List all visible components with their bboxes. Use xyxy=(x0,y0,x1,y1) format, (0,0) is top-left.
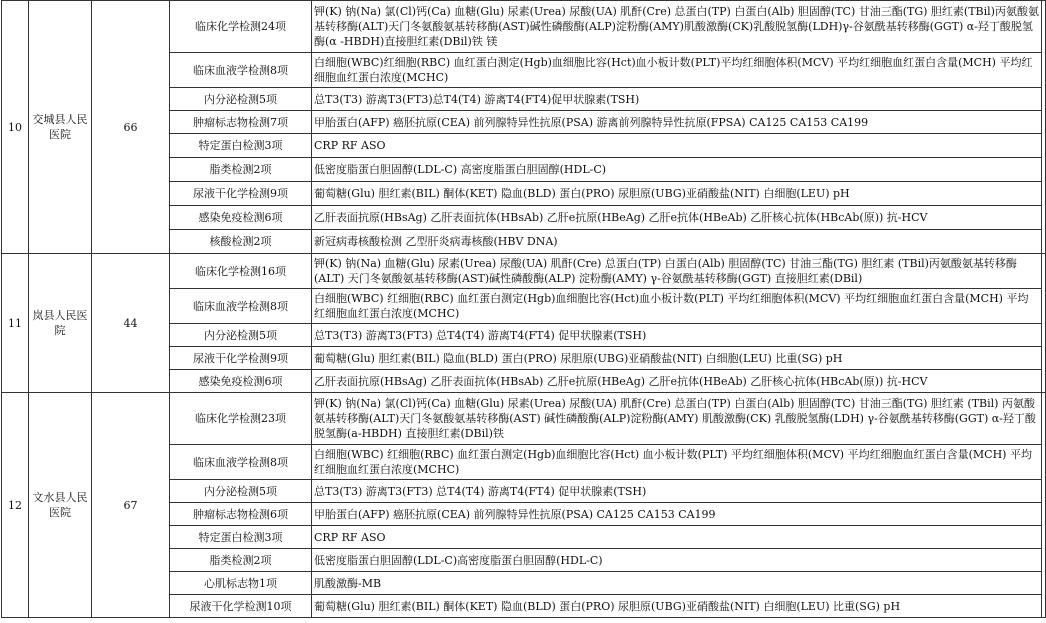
edge-cell xyxy=(1042,393,1046,618)
test-category: 脂类检测2项 xyxy=(170,549,312,572)
test-category: 尿液干化学检测10项 xyxy=(170,595,312,618)
test-category: 感染免疫检测6项 xyxy=(170,370,312,393)
test-items: 甲胎蛋白(AFP) 癌胚抗原(CEA) 前列腺特异性抗原(PSA) 游离前列腺特异性抗原(FPSA) CA125 CA153 CA199 xyxy=(312,111,1042,134)
test-items: 低密度脂蛋白胆固醇(LDL-C) 高密度脂蛋白胆固醇(HDL-C) xyxy=(312,158,1042,182)
edge-cell xyxy=(1042,254,1046,393)
test-category: 临床化学检测23项 xyxy=(170,393,312,445)
test-items: 葡萄糖(Glu) 胆红素(BIL) 隐血(BLD) 蛋白(PRO) 尿胆原(UBG)亚硝酸盐(NIT) 白细胞(LEU) 比重(SG) pH xyxy=(312,347,1042,370)
test-category: 临床化学检测24项 xyxy=(170,1,312,53)
test-category: 临床血液学检测8项 xyxy=(170,289,312,324)
table-body xyxy=(2,1,1046,618)
test-items: 钾(K) 钠(Na) 血糖(Glu) 尿素(Urea) 尿酸(UA) 肌酐(Cre) 总蛋白(TP) 白蛋白(Alb) 胆固醇(TC) 甘油三酯(TG) 胆红素 (TBil)丙氨酸氨基转移酶(ALT) 天门冬氨酸氨基转移酶(AST)碱性磷酸酶(ALP) 淀粉酶(AMY) γ-谷氨酰基转移酶(GGT) 直接胆红素(DBil) xyxy=(312,254,1042,289)
test-items: CRP RF ASO xyxy=(312,526,1042,549)
test-count: 67 xyxy=(92,393,170,618)
table-row xyxy=(2,1,1046,53)
test-items: 葡萄糖(Glu) 胆红素(BIL) 酮体(KET) 隐血(BLD) 蛋白(PRO) 尿胆原(UBG)亚硝酸盐(NIT) 白细胞(LEU) pH xyxy=(312,182,1042,206)
hospital-number: 10 xyxy=(2,1,29,254)
test-category: 特定蛋白检测3项 xyxy=(170,134,312,158)
test-category: 肿瘤标志物检测7项 xyxy=(170,111,312,134)
test-items: 甲胎蛋白(AFP) 癌胚抗原(CEA) 前列腺特异性抗原(PSA) CA125 CA153 CA199 xyxy=(312,503,1042,526)
test-items: 新冠病毒核酸检测 乙型肝炎病毒核酸(HBV DNA) xyxy=(312,230,1042,254)
test-items: 低密度脂蛋白胆固醇(LDL-C)高密度脂蛋白胆固醇(HDL-C) xyxy=(312,549,1042,572)
test-category: 尿液干化学检测9项 xyxy=(170,347,312,370)
test-items: 钾(K) 钠(Na) 氯(Cl)钙(Ca) 血糖(Glu) 尿素(Urea) 尿酸(UA) 肌酐(Cre) 总蛋白(TP) 白蛋白(Alb) 胆固醇(TC) 甘油三酯(TG) 胆红素 (TBil) 丙氨酸氨基转移酶(ALT)天门冬氨酸氨基转移酶(AST) 碱性磷酸酶(ALP)淀粉酶(AMY) 肌酸激酶(CK) 乳酸脱氢酶(LDH) γ-谷氨酰基转移酶(GGT) α-羟丁酸脱氢酶(a-HBDH) 直接胆红素(DBil)铁 xyxy=(312,393,1042,445)
test-items: 总T3(T3) 游离T3(FT3)总T4(T4) 游离T4(FT4)促甲状腺素(TSH) xyxy=(312,88,1042,111)
test-items: 总T3(T3) 游离T3(FT3) 总T4(T4) 游离T4(FT4) 促甲状腺素(TSH) xyxy=(312,480,1042,503)
test-items: 肌酸激酶-MB xyxy=(312,572,1042,595)
test-items: 总T3(T3) 游离T3(FT3) 总T4(T4) 游离T4(FT4) 促甲状腺素(TSH) xyxy=(312,324,1042,347)
test-category: 脂类检测2项 xyxy=(170,158,312,182)
hospital-name: 交城县人民医院 xyxy=(29,1,92,254)
hospital-number: 12 xyxy=(2,393,29,618)
test-count: 66 xyxy=(92,1,170,254)
test-category: 临床化学检测16项 xyxy=(170,254,312,289)
test-items: CRP RF ASO xyxy=(312,134,1042,158)
table-row xyxy=(2,254,1046,289)
test-items: 葡萄糖(Glu) 胆红素(BIL) 酮体(KET) 隐血(BLD) 蛋白(PRO) 尿胆原(UBG)亚硝酸盐(NIT) 白细胞(LEU) 比重(SG) pH xyxy=(312,595,1042,618)
test-category: 内分泌检测5项 xyxy=(170,324,312,347)
table-row xyxy=(2,393,1046,445)
hospital-name: 岚县人民医院 xyxy=(29,254,92,393)
test-category: 心肌标志物1项 xyxy=(170,572,312,595)
test-count: 44 xyxy=(92,254,170,393)
test-items: 乙肝表面抗原(HBsAg) 乙肝表面抗体(HBsAb) 乙肝e抗原(HBeAg) 乙肝e抗体(HBeAb) 乙肝核心抗体(HBcAb(原)) 抗-HCV xyxy=(312,206,1042,230)
test-category: 核酸检测2项 xyxy=(170,230,312,254)
test-items: 乙肝表面抗原(HBsAg) 乙肝表面抗体(HBsAb) 乙肝e抗原(HBeAg) 乙肝e抗体(HBeAb) 乙肝核心抗体(HBcAb(原)) 抗-HCV xyxy=(312,370,1042,393)
edge-cell xyxy=(1042,1,1046,254)
test-items: 白细胞(WBC)红细胞(RBC) 血红蛋白测定(Hgb)血细胞比容(Hct)血小板计数(PLT)平均红细胞体积(MCV) 平均红细胞血红蛋白含量(MCH) 平均红细胞血红蛋白浓度(MCHC) xyxy=(312,53,1042,88)
test-items: 白细胞(WBC) 红细胞(RBC) 血红蛋白测定(Hgb)血细胞比容(Hct) 血小板计数(PLT) 平均红细胞体积(MCV) 平均红细胞血红蛋白含量(MCH) 平均红细胞血红蛋白浓度(MCHC) xyxy=(312,445,1042,480)
test-category: 尿液干化学检测9项 xyxy=(170,182,312,206)
hospital-number: 11 xyxy=(2,254,29,393)
test-category: 内分泌检测5项 xyxy=(170,88,312,111)
test-category: 临床血液学检测8项 xyxy=(170,53,312,88)
test-category: 临床血液学检测8项 xyxy=(170,445,312,480)
test-category: 肿瘤标志物检测6项 xyxy=(170,503,312,526)
test-category: 特定蛋白检测3项 xyxy=(170,526,312,549)
test-items: 白细胞(WBC) 红细胞(RBC) 血红蛋白测定(Hgb)血细胞比容(Hct)血小板计数(PLT) 平均红细胞体积(MCV) 平均红细胞血红蛋白含量(MCH) 平均红细胞血红蛋白浓度(MCHC) xyxy=(312,289,1042,324)
test-items: 钾(K) 钠(Na) 氯(Cl)钙(Ca) 血糖(Glu) 尿素(Urea) 尿酸(UA) 肌酐(Cre) 总蛋白(TP) 白蛋白(Alb) 胆固醇(TC) 甘油三酯(TG) 胆红素(TBil)丙氨酸氨基转移酶(ALT)天门冬氨酸氨基转移酶(AST)碱性磷酸酶(ALP)淀粉酶(AMY)肌酸激酶(CK)乳酸脱氢酶(LDH)γ-谷氨酰基转移酶(GGT) α-羟丁酸脱氢酶(α -HBDH)直接胆红素(DBil)铁 镁 xyxy=(312,1,1042,53)
test-category: 感染免疫检测6项 xyxy=(170,206,312,230)
test-category: 内分泌检测5项 xyxy=(170,480,312,503)
lab-test-table xyxy=(1,0,1046,618)
hospital-name: 文水县人民医院 xyxy=(29,393,92,618)
